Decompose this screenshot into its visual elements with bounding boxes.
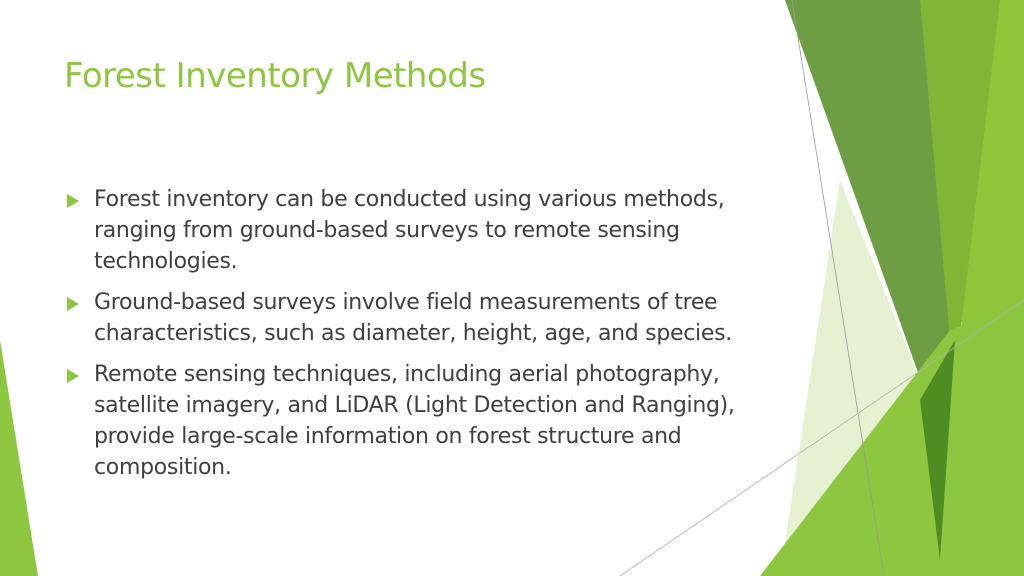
- bullet-text: Remote sensing techniques, including aerial photography, satellite imagery, and LiDAR (Light Detection and Ranging), provide large-scale information on forest structure and composition.: [94, 362, 735, 480]
- right-triangle-icon: [67, 297, 79, 311]
- bullet-item: [64, 184, 784, 277]
- bullet-item: [64, 287, 784, 349]
- bullet-text: Ground-based surveys involve field measurements of tree characteristics, such as diameter, height, age, and species.: [94, 290, 732, 346]
- right-triangle-icon: [67, 194, 79, 208]
- right-triangle-icon: [67, 369, 79, 383]
- bullet-item: [64, 359, 784, 483]
- bullet-list: [64, 184, 784, 493]
- left-edge-shape: [0, 340, 38, 576]
- bullet-text: Forest inventory can be conducted using various methods, ranging from ground-based surveys to remote sensing technologies.: [94, 187, 725, 274]
- slide-title: Forest Inventory Methods: [64, 56, 486, 96]
